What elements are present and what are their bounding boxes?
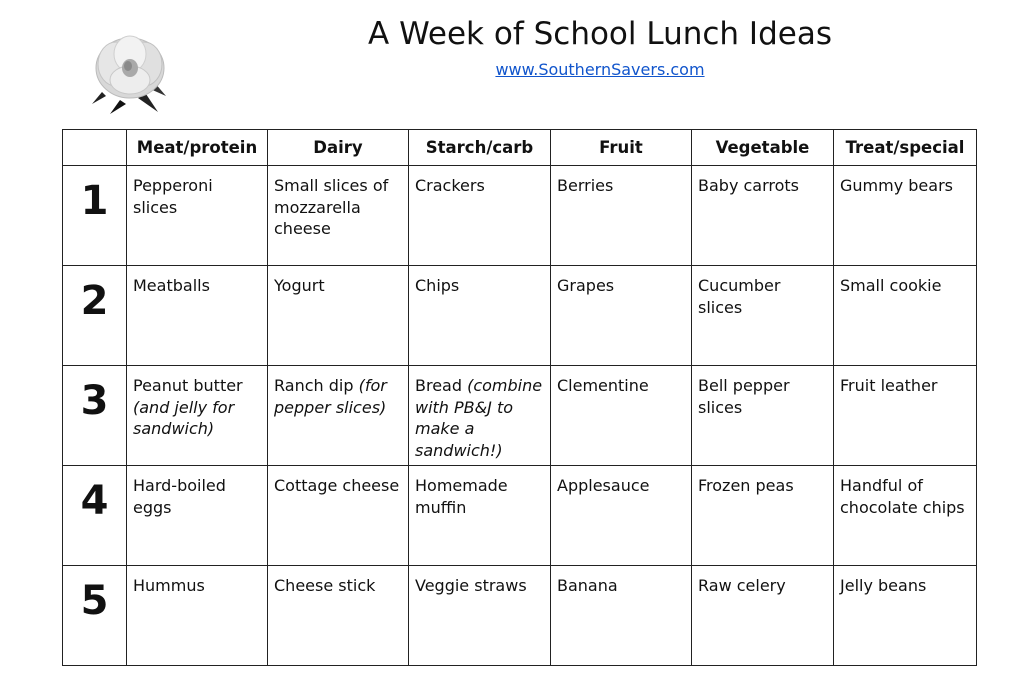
table-header-row (63, 130, 977, 166)
cell-dairy (268, 466, 409, 566)
cell-fruit (551, 266, 692, 366)
cell-text: Fruit leather (840, 376, 938, 395)
cell-starch (409, 566, 551, 666)
column-header-fruit: Fruit (551, 130, 692, 166)
cell-text: Meatballs (133, 276, 210, 295)
cell-text: Bread (415, 376, 468, 395)
cell-text: Bell pepper slices (698, 376, 790, 417)
cell-text: Crackers (415, 176, 485, 195)
cell-text: Banana (557, 576, 618, 595)
cell-starch (409, 266, 551, 366)
site-link[interactable]: www.SouthernSavers.com (495, 60, 705, 79)
cell-text: Ranch dip (274, 376, 359, 395)
cell-dairy (268, 566, 409, 666)
cell-text: Grapes (557, 276, 615, 295)
table-row (63, 366, 977, 466)
cell-text: Jelly beans (840, 576, 927, 595)
cell-fruit (551, 466, 692, 566)
lunch-table (62, 129, 977, 666)
cell-text: Frozen peas (698, 476, 794, 495)
cell-text: Hard-boiled eggs (133, 476, 226, 517)
cell-text: Berries (557, 176, 614, 195)
cell-dairy (268, 366, 409, 466)
table-row (63, 566, 977, 666)
column-header-vegetable: Vegetable (692, 130, 834, 166)
day-number: 5 (63, 566, 127, 666)
cell-fruit (551, 566, 692, 666)
column-header-treat: Treat/special (834, 130, 977, 166)
cell-meat (127, 466, 268, 566)
site-link-wrapper (240, 60, 960, 80)
cell-text: Hummus (133, 576, 205, 595)
cell-text: Baby carrots (698, 176, 800, 195)
cell-vegetable (692, 366, 834, 466)
cell-text: Applesauce (557, 476, 650, 495)
cell-text: Handful of chocolate chips (840, 476, 965, 517)
cell-treat (834, 566, 977, 666)
cell-text: Cucumber slices (698, 276, 781, 317)
cell-text: Gummy bears (840, 176, 953, 195)
cell-text: Chips (415, 276, 460, 295)
cell-text: Cheese stick (274, 576, 376, 595)
column-header-starch: Starch/carb (409, 130, 551, 166)
cell-text: Raw celery (698, 576, 786, 595)
cell-text: Veggie straws (415, 576, 527, 595)
cell-note: (for pepper slices) (274, 376, 387, 417)
cell-text: Small cookie (840, 276, 942, 295)
cell-meat (127, 566, 268, 666)
column-header-day (63, 130, 127, 166)
cell-meat (127, 266, 268, 366)
cell-text: Pepperoni slices (133, 176, 213, 217)
cell-text: Peanut butter (133, 376, 243, 395)
cell-treat (834, 466, 977, 566)
cell-note: (and jelly for sandwich) (133, 397, 235, 438)
cell-text: Yogurt (274, 276, 325, 295)
cell-meat (127, 166, 268, 266)
cell-meat (127, 366, 268, 466)
cell-dairy (268, 166, 409, 266)
page-title: A Week of School Lunch Ideas (368, 16, 832, 52)
cell-vegetable (692, 166, 834, 266)
cell-fruit (551, 166, 692, 266)
magnolia-flower-icon (86, 24, 172, 116)
column-header-dairy: Dairy (268, 130, 409, 166)
cell-treat (834, 166, 977, 266)
table-row (63, 266, 977, 366)
cell-vegetable (692, 466, 834, 566)
cell-text: Cottage cheese (274, 476, 400, 495)
day-number: 4 (63, 466, 127, 566)
cell-treat (834, 366, 977, 466)
cell-note: (combine with PB&J to make a sandwich!) (415, 376, 543, 460)
cell-vegetable (692, 566, 834, 666)
day-number: 2 (63, 266, 127, 366)
cell-text: Small slices of mozzarella cheese (274, 176, 389, 238)
cell-vegetable (692, 266, 834, 366)
cell-text: Clementine (557, 376, 649, 395)
cell-starch (409, 466, 551, 566)
table-row (63, 166, 977, 266)
cell-dairy (268, 266, 409, 366)
day-number: 3 (63, 366, 127, 466)
cell-fruit (551, 366, 692, 466)
cell-treat (834, 266, 977, 366)
cell-starch (409, 166, 551, 266)
column-header-meat: Meat/protein (127, 130, 268, 166)
day-number: 1 (63, 166, 127, 266)
table-row (63, 466, 977, 566)
cell-text: Homemade muffin (415, 476, 508, 517)
cell-starch (409, 366, 551, 466)
